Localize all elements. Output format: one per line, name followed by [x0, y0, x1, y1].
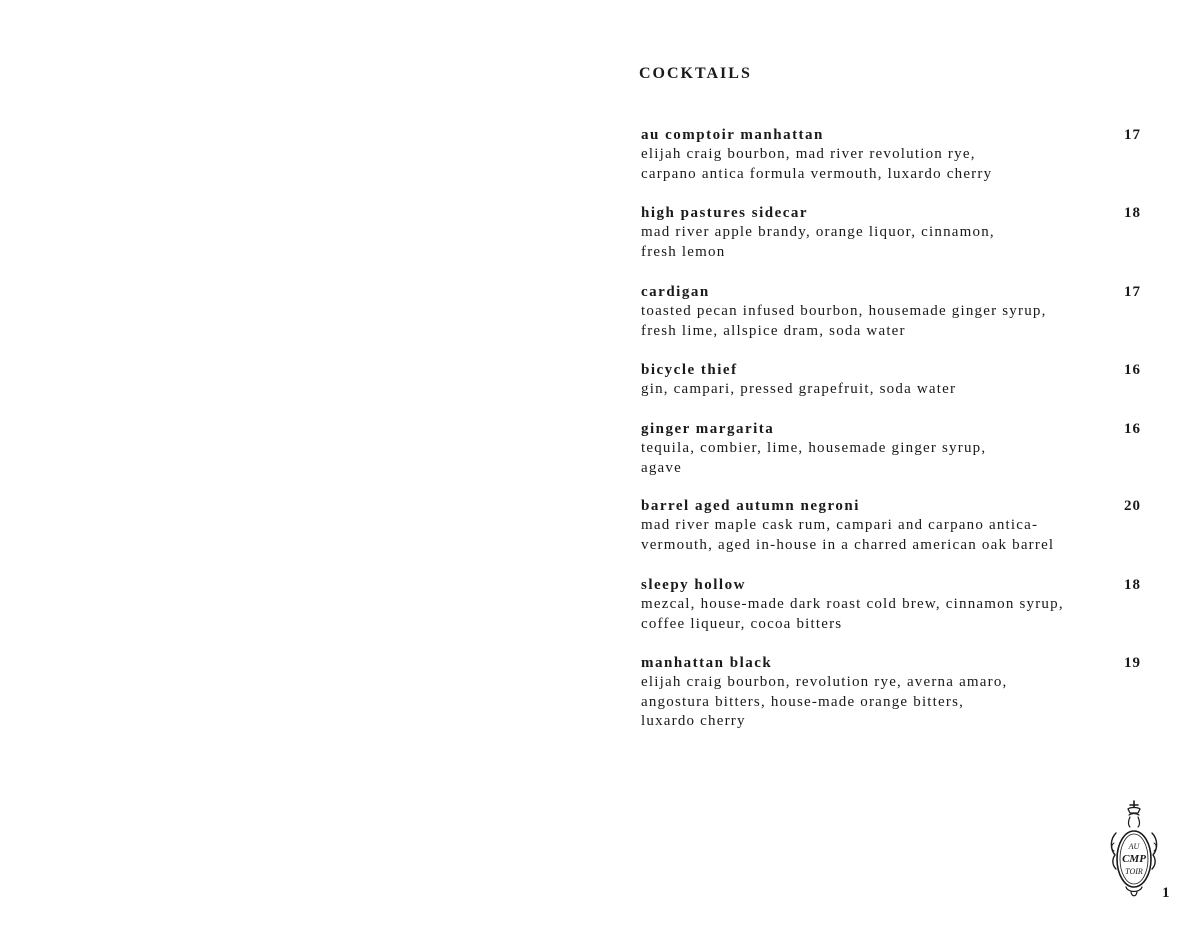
item-description-line: toasted pecan infused bourbon, housemade ginger syrup, — [641, 303, 1047, 319]
item-description-line: carpano antica formula vermouth, luxardo cherry — [641, 165, 993, 182]
item-price: 16 — [1124, 362, 1141, 378]
item-price: 18 — [1124, 577, 1141, 593]
item-name: au comptoir manhattan — [641, 127, 824, 143]
logo-text-line: CMP — [1122, 853, 1146, 865]
item-description-line: elijah craig bourbon, mad river revolution rye, — [641, 146, 976, 162]
item-name: high pastures sidecar — [641, 205, 809, 221]
item-description-line: tequila, combier, lime, housemade ginger syrup, — [641, 440, 987, 456]
item-description-line: mezcal, house-made dark roast cold brew, cinnamon syrup, — [641, 596, 1064, 612]
menu-item — [641, 360, 1141, 400]
page-number: 1 — [1162, 885, 1170, 901]
item-price: 17 — [1124, 127, 1141, 143]
menu-item — [641, 203, 1141, 262]
au-comptoir-crest-logo — [1106, 799, 1162, 901]
item-description-line: mad river maple cask rum, campari and carpano antica- — [641, 517, 1039, 533]
menu-item — [641, 282, 1141, 341]
item-description — [641, 673, 1141, 732]
item-price: 16 — [1124, 421, 1141, 437]
menu-item — [641, 653, 1141, 732]
item-description — [641, 223, 1141, 262]
item-description — [641, 302, 1141, 341]
item-price: 18 — [1124, 205, 1141, 221]
menu-item — [641, 125, 1141, 184]
item-price: 20 — [1124, 498, 1141, 514]
item-name: ginger margarita — [641, 421, 775, 437]
item-description — [641, 439, 1141, 478]
item-name: barrel aged autumn negroni — [641, 498, 860, 514]
item-description-line: gin, campari, pressed grapefruit, soda water — [641, 381, 957, 397]
menu-item — [641, 496, 1141, 555]
item-description-line: luxardo cherry — [641, 713, 746, 730]
item-description-line: elijah craig bourbon, revolution rye, averna amaro, — [641, 674, 1008, 690]
item-description — [641, 595, 1141, 634]
logo-text-line: AU — [1128, 842, 1140, 851]
item-name: cardigan — [641, 284, 710, 300]
item-price: 19 — [1124, 655, 1141, 671]
item-description — [641, 516, 1141, 555]
item-description-line: mad river apple brandy, orange liquor, cinnamon, — [641, 224, 995, 240]
menu-item — [641, 419, 1141, 478]
menu-title: COCKTAILS — [639, 65, 752, 82]
item-name: manhattan black — [641, 655, 773, 671]
item-description-line: agave — [641, 459, 682, 476]
logo-text-line: TOIR — [1125, 867, 1143, 876]
item-description — [641, 380, 1141, 400]
item-name: sleepy hollow — [641, 577, 746, 593]
item-name: bicycle thief — [641, 362, 738, 378]
item-description-line: fresh lime, allspice dram, soda water — [641, 322, 906, 339]
item-description-line: fresh lemon — [641, 243, 726, 260]
item-description-line: vermouth, aged in-house in a charred american oak barrel — [641, 536, 1055, 553]
item-description — [641, 145, 1141, 184]
item-description-line: angostura bitters, house-made orange bitters, — [641, 693, 965, 710]
item-price: 17 — [1124, 284, 1141, 300]
item-description-line: coffee liqueur, cocoa bitters — [641, 615, 843, 632]
menu-item — [641, 575, 1141, 634]
